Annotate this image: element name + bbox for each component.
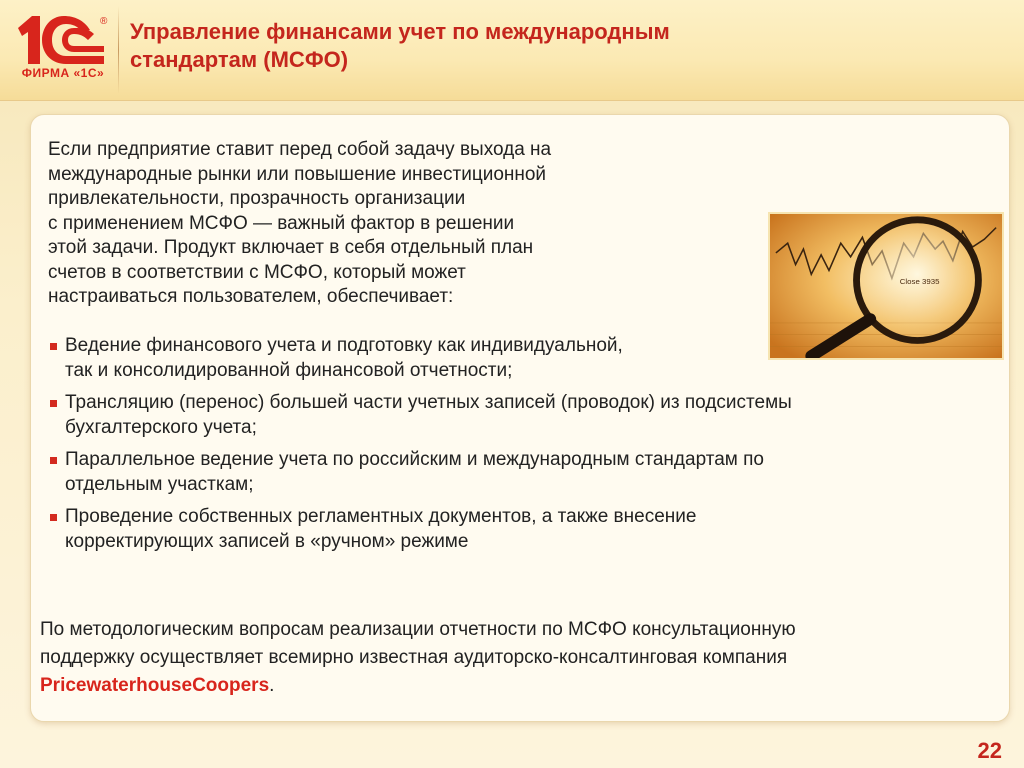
intro-line: этой задачи. Продукт включает в себя отдельный план xyxy=(48,237,534,258)
footer-note-end: . xyxy=(269,675,275,696)
company-name: PricewaterhouseCoopers xyxy=(40,675,270,696)
list-item-line: так и консолидированной финансовой отчетности; xyxy=(65,359,513,381)
list-item-line: Параллельное ведение учета по российским и международным стандартам по xyxy=(65,449,764,470)
list-item xyxy=(48,391,968,440)
photo-overlay-text: Close 3935 xyxy=(899,277,940,287)
bullet-square-icon xyxy=(50,400,57,407)
footer-note xyxy=(40,616,980,700)
bullet-square-icon xyxy=(50,343,57,350)
intro-paragraph xyxy=(48,138,668,310)
list-item xyxy=(48,334,968,383)
intro-line: с применением МСФО — важный фактор в решении xyxy=(48,212,515,234)
header-divider xyxy=(118,6,119,94)
slide-title-line1: Управление финансами учет по международным xyxy=(130,19,670,44)
bullet-square-icon xyxy=(50,514,57,521)
page-number: 22 xyxy=(977,738,1002,763)
slide-title xyxy=(130,18,830,74)
intro-line: настраиваться пользователем, обеспечивает: xyxy=(48,286,454,307)
intro-line: счетов в соответствии с МСФО, который может xyxy=(48,261,466,283)
list-item-line: бухгалтерского учета; xyxy=(65,416,257,438)
list-item-line: отдельным участкам; xyxy=(65,473,254,495)
list-item-line: корректирующих записей в «ручном» режиме xyxy=(65,530,469,552)
list-item-line: Проведение собственных регламентных документов, а также внесение xyxy=(65,506,697,527)
feature-list xyxy=(48,334,968,562)
slide-title-line2: стандартам (МСФО) xyxy=(130,47,349,72)
footer-note-line xyxy=(40,672,980,700)
list-item xyxy=(48,448,968,497)
list-item-line: Трансляцию (перенос) большей части учетных записей (проводок) из подсистемы xyxy=(65,392,792,413)
list-item-line: Ведение финансового учета и подготовку как индивидуальной, xyxy=(65,335,623,356)
footer-note-line: По методологическим вопросам реализации отчетности по МСФО консультационную xyxy=(40,619,796,640)
list-item xyxy=(48,505,968,554)
logo-caption: ФИРМА «1С» xyxy=(21,66,105,80)
bullet-square-icon xyxy=(50,457,57,464)
intro-line: Если предприятие ставит перед собой задачу выхода на xyxy=(48,139,552,160)
registered-mark: ® xyxy=(100,16,108,27)
intro-line: международные рынки или повышение инвестиционной xyxy=(48,163,547,185)
intro-line: привлекательности, прозрачность организации xyxy=(48,188,466,209)
slide-header xyxy=(0,0,1024,101)
footer-note-line: поддержку осуществляет всемирно известная аудиторско-консалтинговая компания xyxy=(40,647,788,668)
